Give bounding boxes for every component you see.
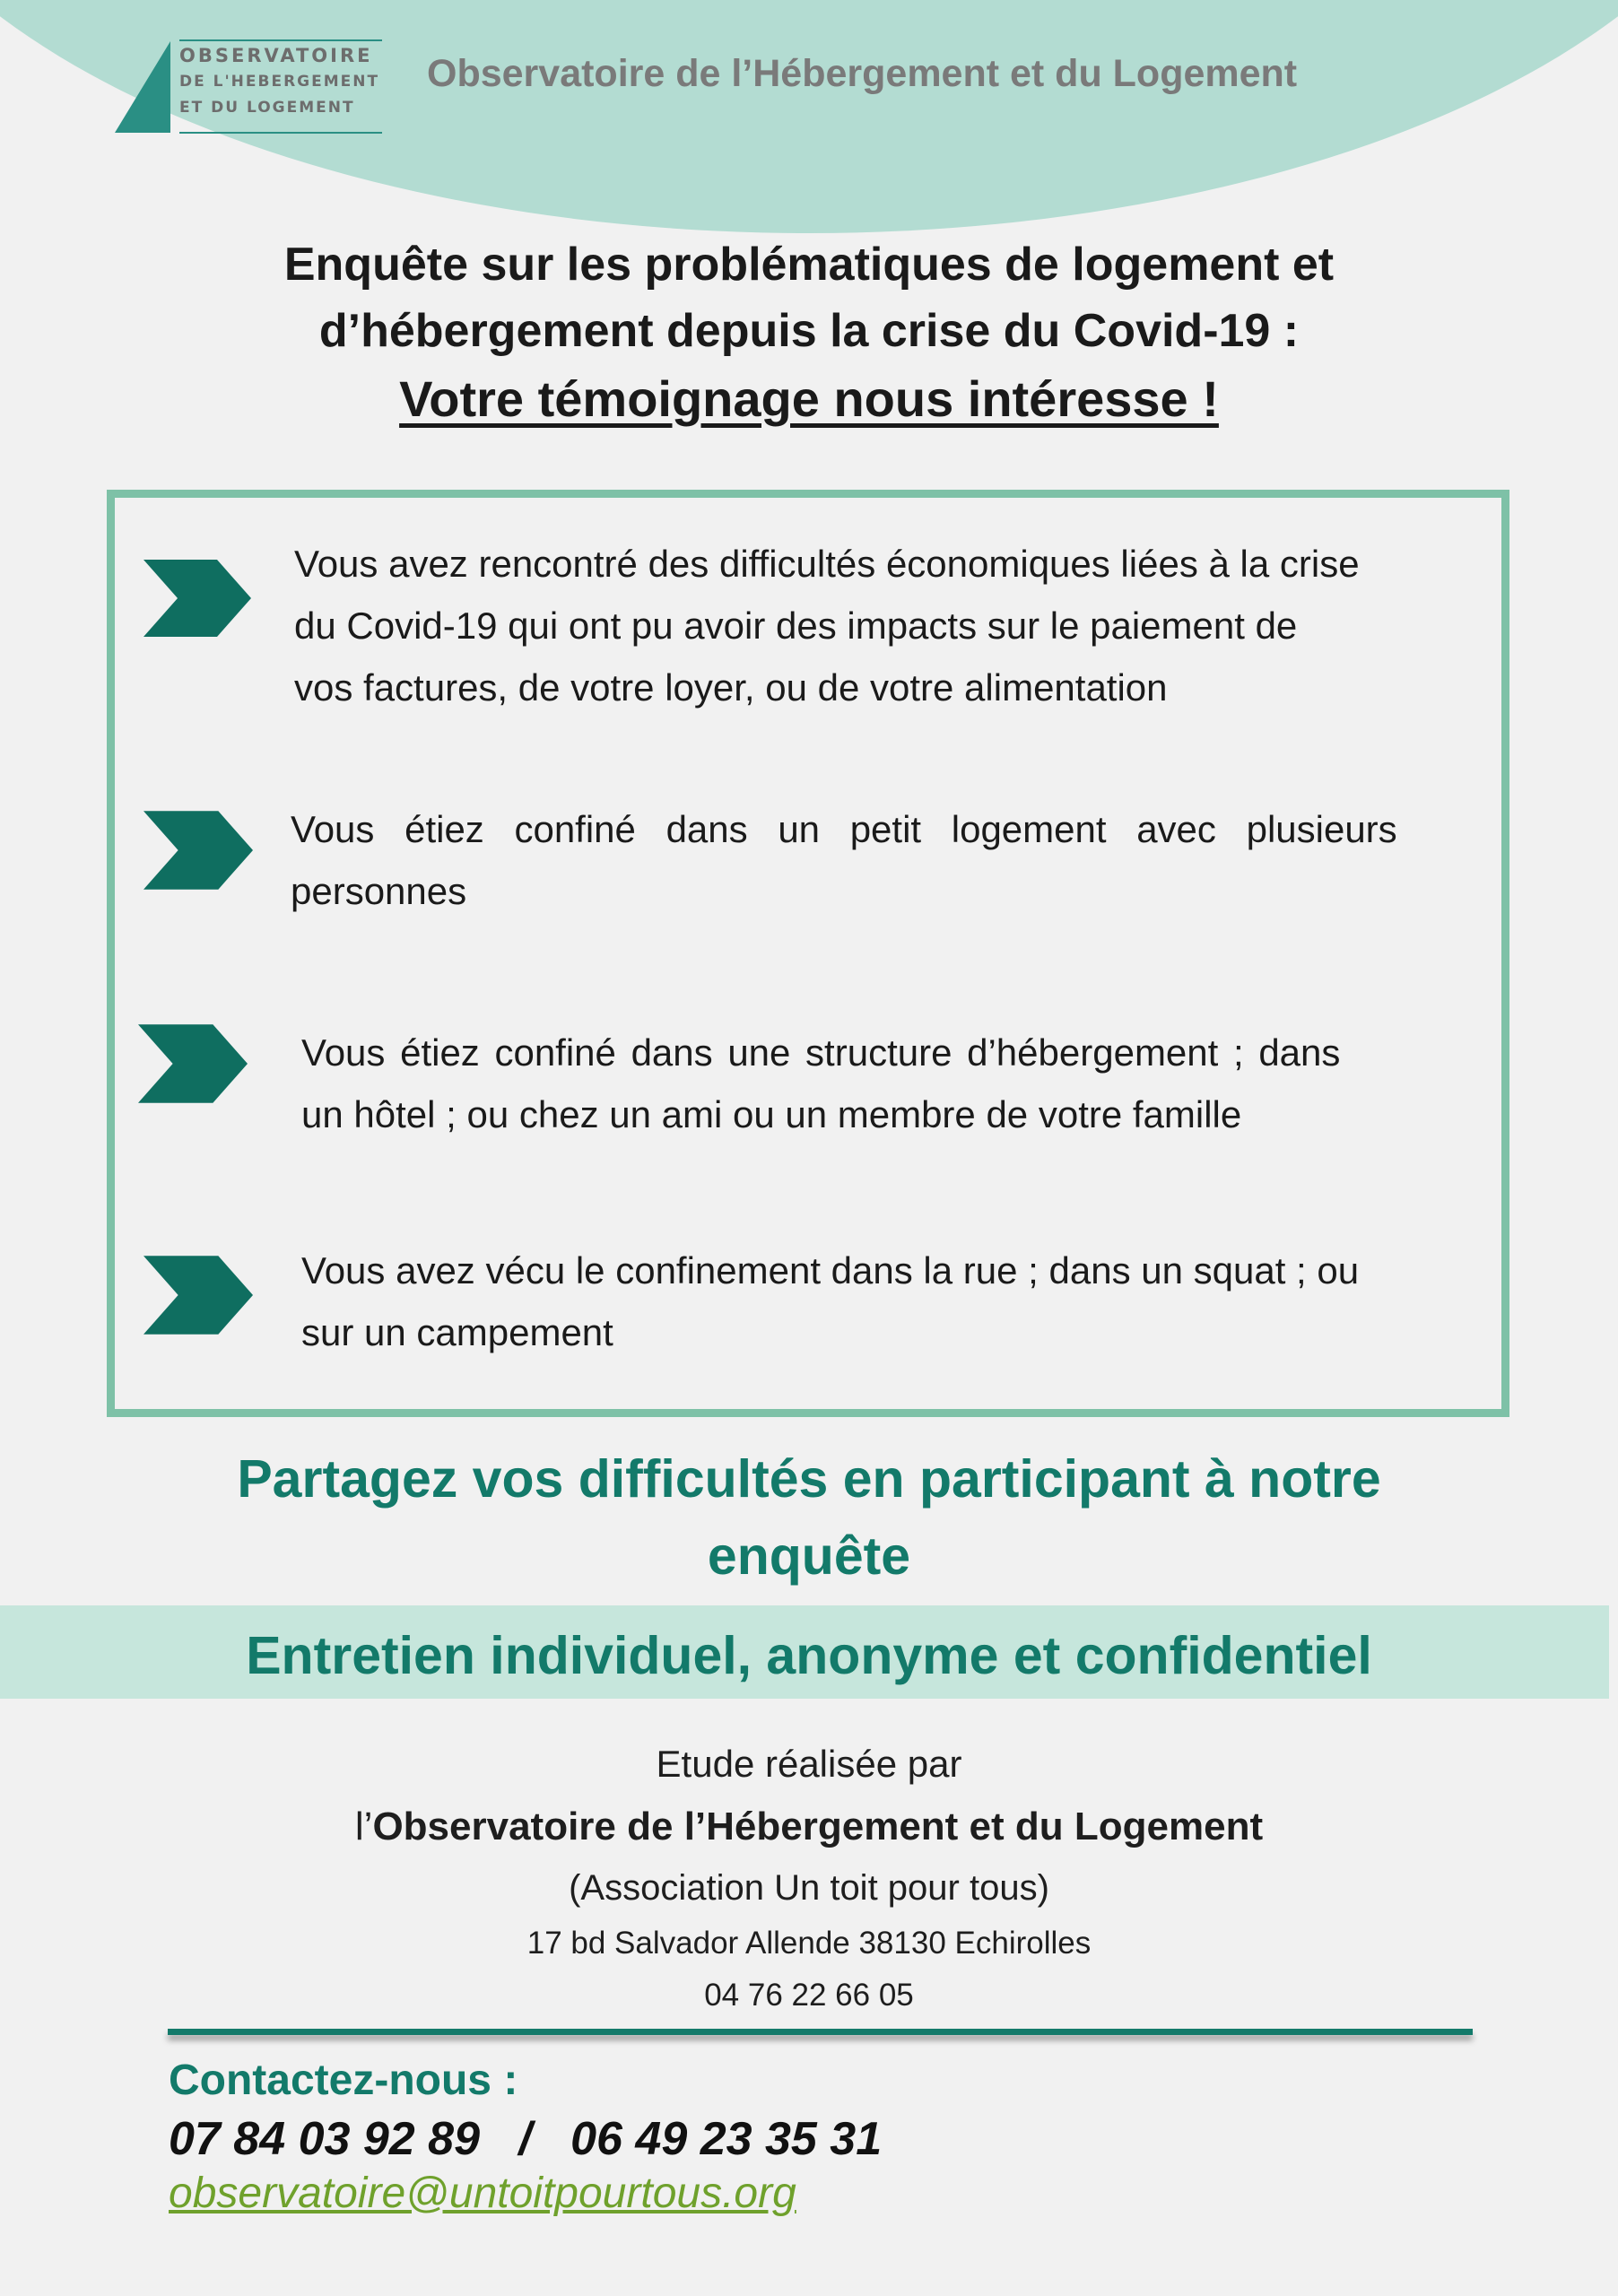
- logo-text: [179, 43, 379, 121]
- study-org-name: Observatoire de l’Hébergement et du Logement: [372, 1805, 1264, 1848]
- title-line-1: Enquête sur les problématiques de logement et: [283, 239, 1335, 291]
- call-to-action: [0, 1440, 1618, 1595]
- list-item: [294, 533, 1460, 718]
- study-association: (Association Un toit pour tous): [569, 1868, 1049, 1908]
- interview-band-text: Entretien individuel, anonyme et confidentiel: [246, 1626, 1372, 1685]
- logo-line-2: DE L'HEBERGEMENT: [179, 73, 380, 91]
- item-1-line-3: vos factures, de votre loyer, ou de votre alimentation: [294, 666, 1168, 709]
- study-line-2: [0, 1796, 1618, 1858]
- chevron-right-icon: [144, 1256, 253, 1339]
- item-3-line-1: Vous étiez confiné dans une structure d’hébergement ; dans: [301, 1031, 1341, 1074]
- study-line-1: Etude réalisée par: [656, 1743, 962, 1785]
- contact-title: Contactez-nous :: [169, 2057, 518, 2104]
- list-item: [301, 1022, 1458, 1145]
- item-4-line-1: Vous avez vécu le confinement dans la rue ; dans un squat ; ou: [301, 1249, 1360, 1292]
- page-title: [0, 231, 1618, 432]
- logo-line-3: ET DU LOGEMENT: [179, 99, 355, 117]
- study-phone: 04 76 22 66 05: [704, 1978, 914, 2013]
- study-credits: [0, 1733, 1618, 2022]
- item-2-line-1: Vous étiez confiné dans un petit logement avec plusieurs: [291, 808, 1397, 850]
- cta-line-2: enquête: [707, 1526, 911, 1586]
- item-2-line-2: personnes: [291, 870, 467, 912]
- item-3-line-2: un hôtel ; ou chez un ami ou un membre de votre famille: [301, 1093, 1242, 1135]
- logo-line-1: OBSERVATOIRE: [179, 45, 373, 66]
- study-address: 17 bd Salvador Allende 38130 Echirolles: [526, 1926, 1092, 1961]
- contact-email-link[interactable]: observatoire@untoitpourtous.org: [169, 2170, 796, 2217]
- study-org-prefix: l’: [354, 1805, 373, 1848]
- chevron-right-icon: [138, 1024, 248, 1108]
- chevron-right-icon: [144, 811, 253, 894]
- title-line-2: d’hébergement depuis la crise du Covid-19 :: [318, 305, 1300, 357]
- header-org-name: Observatoire de l’Hébergement et du Logement: [427, 52, 1298, 95]
- logo: [113, 39, 387, 138]
- item-1-line-2: du Covid-19 qui ont pu avoir des impacts sur le paiement de: [294, 604, 1298, 647]
- item-4-line-2: sur un campement: [301, 1311, 613, 1353]
- item-1-line-1: Vous avez rencontré des difficultés économiques liées à la crise: [294, 543, 1360, 585]
- list-item: [291, 798, 1448, 922]
- divider: [168, 2029, 1473, 2035]
- chevron-right-icon: [144, 560, 251, 641]
- cta-line-1: Partagez vos difficultés en participant à notre: [237, 1449, 1381, 1509]
- list-item: [301, 1239, 1458, 1363]
- contact-phones[interactable]: 07 84 03 92 89 / 06 49 23 35 31: [169, 2113, 883, 2165]
- contact-section: [169, 2054, 882, 2219]
- title-line-3: Votre témoignage nous intéresse !: [399, 370, 1219, 427]
